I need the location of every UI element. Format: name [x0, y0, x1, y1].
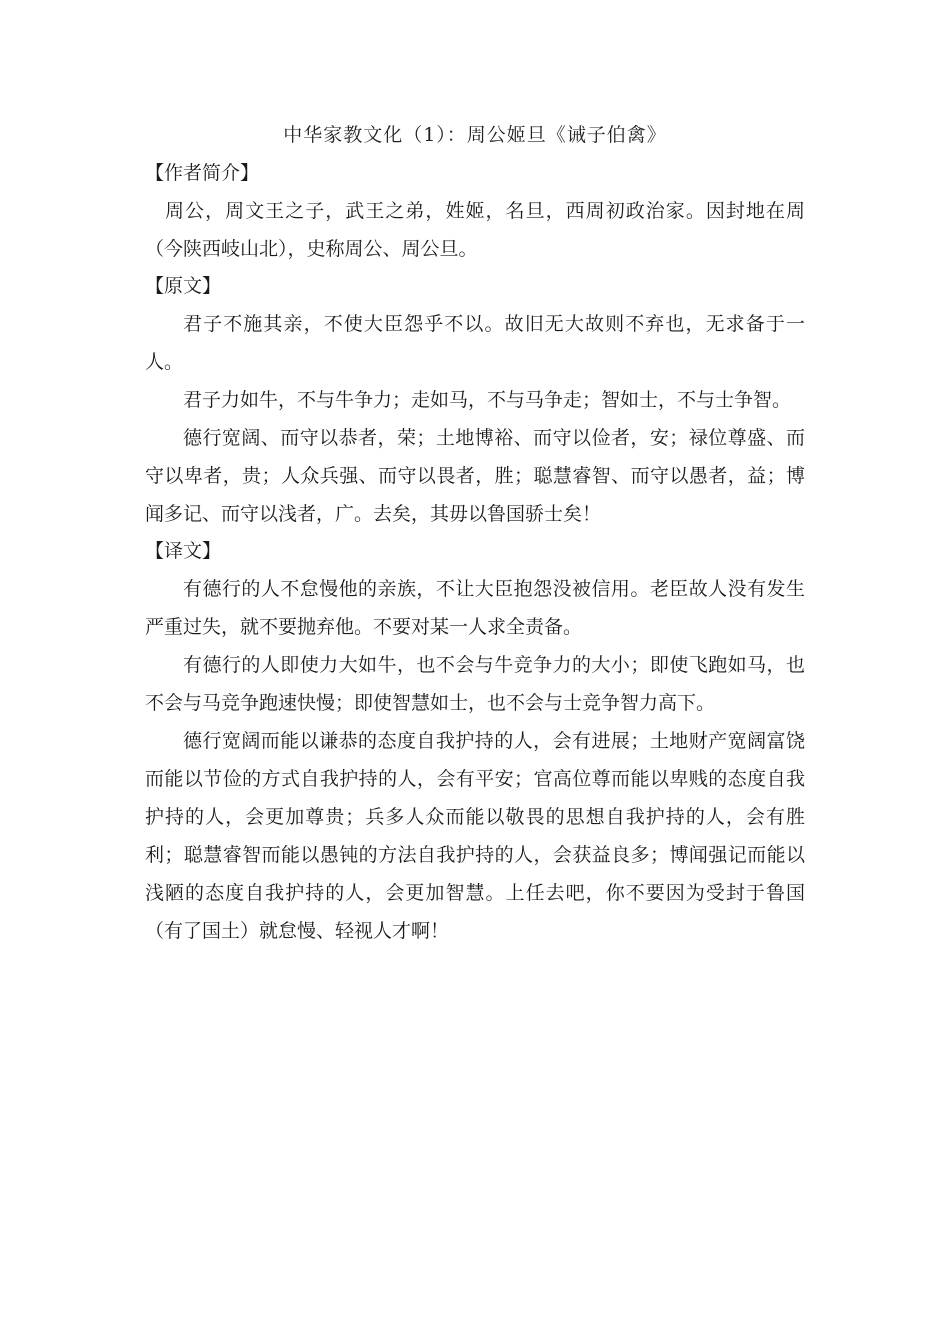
- section-heading-author: 【作者简介】: [145, 162, 260, 184]
- section-heading-translation: 【译文】: [145, 540, 222, 562]
- translation-paragraph: 有德行的人即使力大如牛，也不会与牛竞争力的大小；即使飞跑如马，也不会与马竞争跑速快慢；即使智慧如士，也不会与士竞争智力高下。: [145, 654, 805, 714]
- translation-paragraph: 有德行的人不怠慢他的亲族，不让大臣抱怨没被信用。老臣故人没有发生严重过失，就不要抛弃他。不要对某一人求全责备。: [145, 578, 805, 638]
- original-paragraph: 德行宽阔、而守以恭者，荣；土地博裕、而守以俭者，安；禄位尊盛、而守以卑者，贵；人众兵强、而守以畏者，胜；聪慧睿智、而守以愚者，益；博闻多记、而守以浅者，广。去矣，其毋以鲁国骄士矣！: [145, 427, 805, 525]
- section-author: [145, 155, 805, 268]
- original-paragraph: 君子不施其亲，不使大臣怨乎不以。故旧无大故则不弃也，无求备于一人。: [145, 313, 805, 373]
- document-body: [145, 155, 805, 950]
- translation-paragraph: 德行宽阔而能以谦恭的态度自我护持的人，会有进展；土地财产宽阔富饶而能以节俭的方式自我护持的人，会有平安；官高位尊而能以卑贱的态度自我护持的人，会更加尊贵；兵多人众而能以敬畏的思想自我护持的人，会有胜利；聪慧睿智而能以愚钝的方法自我护持的人，会获益良多；博闻强记而能以浅陋的态度自我护持的人，会更加智慧。上任去吧，你不要因为受封于鲁国（有了国土）就怠慢、轻视人才啊！: [145, 730, 805, 942]
- author-paragraph: 周公，周文王之子，武王之弟，姓姬，名旦，西周初政治家。因封地在周（今陕西岐山北），史称周公、周公旦。: [145, 200, 805, 260]
- original-paragraph: 君子力如牛，不与牛争力；走如马，不与马争走；智如士，不与士争智。: [183, 389, 792, 411]
- section-translation: [145, 533, 805, 950]
- document-title: 中华家教文化（1）：周公姬旦《诫子伯禽》: [283, 124, 667, 146]
- section-original: [145, 268, 805, 533]
- section-heading-original: 【原文】: [145, 275, 222, 297]
